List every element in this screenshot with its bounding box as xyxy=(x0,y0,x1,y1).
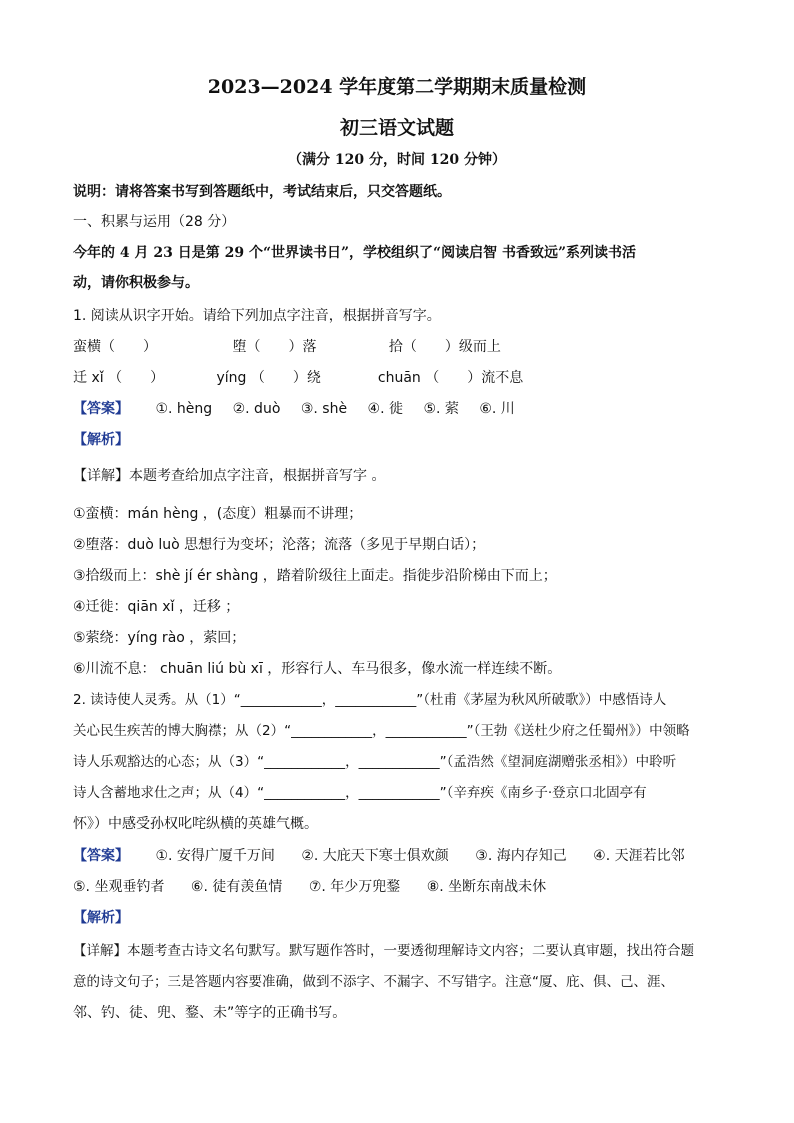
q1-explanation-item: ④迁徙：qiān xǐ ，迁移 ； xyxy=(73,599,240,615)
q1-explanation-item: ②堕落：duò luò 思想行为变坏；沦落；流落（多见于早期白话）； xyxy=(73,537,486,553)
answer-item: ⑥. 徒有羡鱼情 xyxy=(190,879,283,895)
q1-row1 xyxy=(73,337,734,357)
q2-detail-line: 邻、钓、徒、兜、鍪、未”等字的正确书写。 xyxy=(73,1005,347,1021)
section1-intro-line1: 今年的 4 月 23 日是第 29 个“世界读书日”，学校组织了“阅读启智 书香致远”系列读书活 xyxy=(73,245,637,261)
q1-detail: 【详解】本题考查给加点字注音，根据拼音写字 。 xyxy=(73,468,386,484)
q1-explanation-item: ①蛮横：mán hèng ，(态度）粗暴而不讲理； xyxy=(73,506,363,522)
answer-item: ④. 天涯若比邻 xyxy=(593,848,685,864)
answer-item: ⑦. 年少万兜鍪 xyxy=(308,879,401,895)
answer-item: ⑤. 萦 xyxy=(423,401,459,417)
answer-item: ④. 徙 xyxy=(367,401,403,417)
answer-item: ⑤. 坐观垂钓者 xyxy=(73,879,165,895)
answer-item: ③. 海内存知己 xyxy=(475,848,567,864)
analysis-tag: 【解析】 xyxy=(73,910,129,926)
q2-line: 关心民生疾苦的博大胸襟；从（2）“____________，____________”（王勃《送杜少府之任蜀州》）中领略 xyxy=(73,723,690,739)
q1-explanation-item: ③拾级而上：shè jí ér shàng ，踏着阶级往上面走。指徙步沿阶梯由下而上； xyxy=(73,568,557,584)
answer-item: ⑧. 坐断东南战未休 xyxy=(426,879,547,895)
answer-item: ①. hèng xyxy=(155,401,213,417)
q2-answer-line1 xyxy=(73,846,734,866)
q2-line: 怀》）中感受孙权叱咤纵横的英雄气概。 xyxy=(73,816,318,832)
q2-line: 诗人含蓄地求仕之声；从（4）“____________，____________”（辛弃疾《南乡子·登京口北固亭有 xyxy=(73,785,647,801)
q1-row1-item: 堕（ ）落 xyxy=(232,339,317,355)
exam-subtitle: 初三语文试题 xyxy=(339,117,454,139)
q2-detail-line: 【详解】本题考查古诗文名句默写。默写题作答时，一要透彻理解诗文内容；二要认真审题，找出符合题 xyxy=(73,943,694,959)
exam-score-note: （满分 120 分，时间 120 分钟） xyxy=(288,152,506,168)
q2-answer-line2 xyxy=(73,877,734,897)
q1-explanation-item: ⑤萦绕：yíng rào ，萦回； xyxy=(73,630,246,646)
q1-prompt: 1. 阅读从识字开始。请给下列加点字注音，根据拼音写字。 xyxy=(73,308,441,324)
q1-row1-item: 拾（ ）级而上 xyxy=(388,339,501,355)
q2-detail-line: 意的诗文句子；三是答题内容要准确，做到不添字、不漏字、不写错字。注意“厦、庇、俱、己、涯、 xyxy=(73,974,674,990)
q1-row1-item: 蛮横（ ） xyxy=(73,339,157,355)
answer-item: ①. 安得广厦千万间 xyxy=(155,848,275,864)
q1-row2-item: chuān （ ）流不息 xyxy=(377,370,524,386)
section1-intro-line2: 动，请你积极参与。 xyxy=(73,275,199,291)
answer-tag: 【答案】 xyxy=(73,401,129,417)
exam-title: 2023—2024 学年度第二学期期末质量检测 xyxy=(207,76,587,98)
answer-item: ②. 大庇天下寒士俱欢颜 xyxy=(301,848,449,864)
q1-explanation-item: ⑥川流不息： chuān liú bù xī ，形容行人、车马很多，像水流一样连续不断。 xyxy=(73,661,562,677)
q2-line: 2. 读诗使人灵秀。从（1）“____________，____________”（杜甫《茅屋为秋风所破歌》）中感悟诗人 xyxy=(73,692,667,708)
q1-row2-item: yíng （ ）绕 xyxy=(216,370,321,386)
q1-row2-item: 迁 xǐ （ ） xyxy=(73,370,165,386)
analysis-tag: 【解析】 xyxy=(73,432,129,448)
answer-item: ⑥. 川 xyxy=(479,401,515,417)
q1-answer-line xyxy=(73,399,734,419)
instructions: 说明：请将答案书写到答题纸中，考试结束后，只交答题纸。 xyxy=(73,184,451,200)
answer-tag: 【答案】 xyxy=(73,848,129,864)
q1-row2 xyxy=(73,368,734,388)
answer-item: ②. duò xyxy=(232,401,281,417)
q2-line: 诗人乐观豁达的心态；从（3）“____________，____________”（孟浩然《望洞庭湖赠张丞相》）中聆听 xyxy=(73,754,677,770)
section1-heading: 一、积累与运用（28 分） xyxy=(73,214,236,230)
answer-item: ③. shè xyxy=(300,401,348,417)
